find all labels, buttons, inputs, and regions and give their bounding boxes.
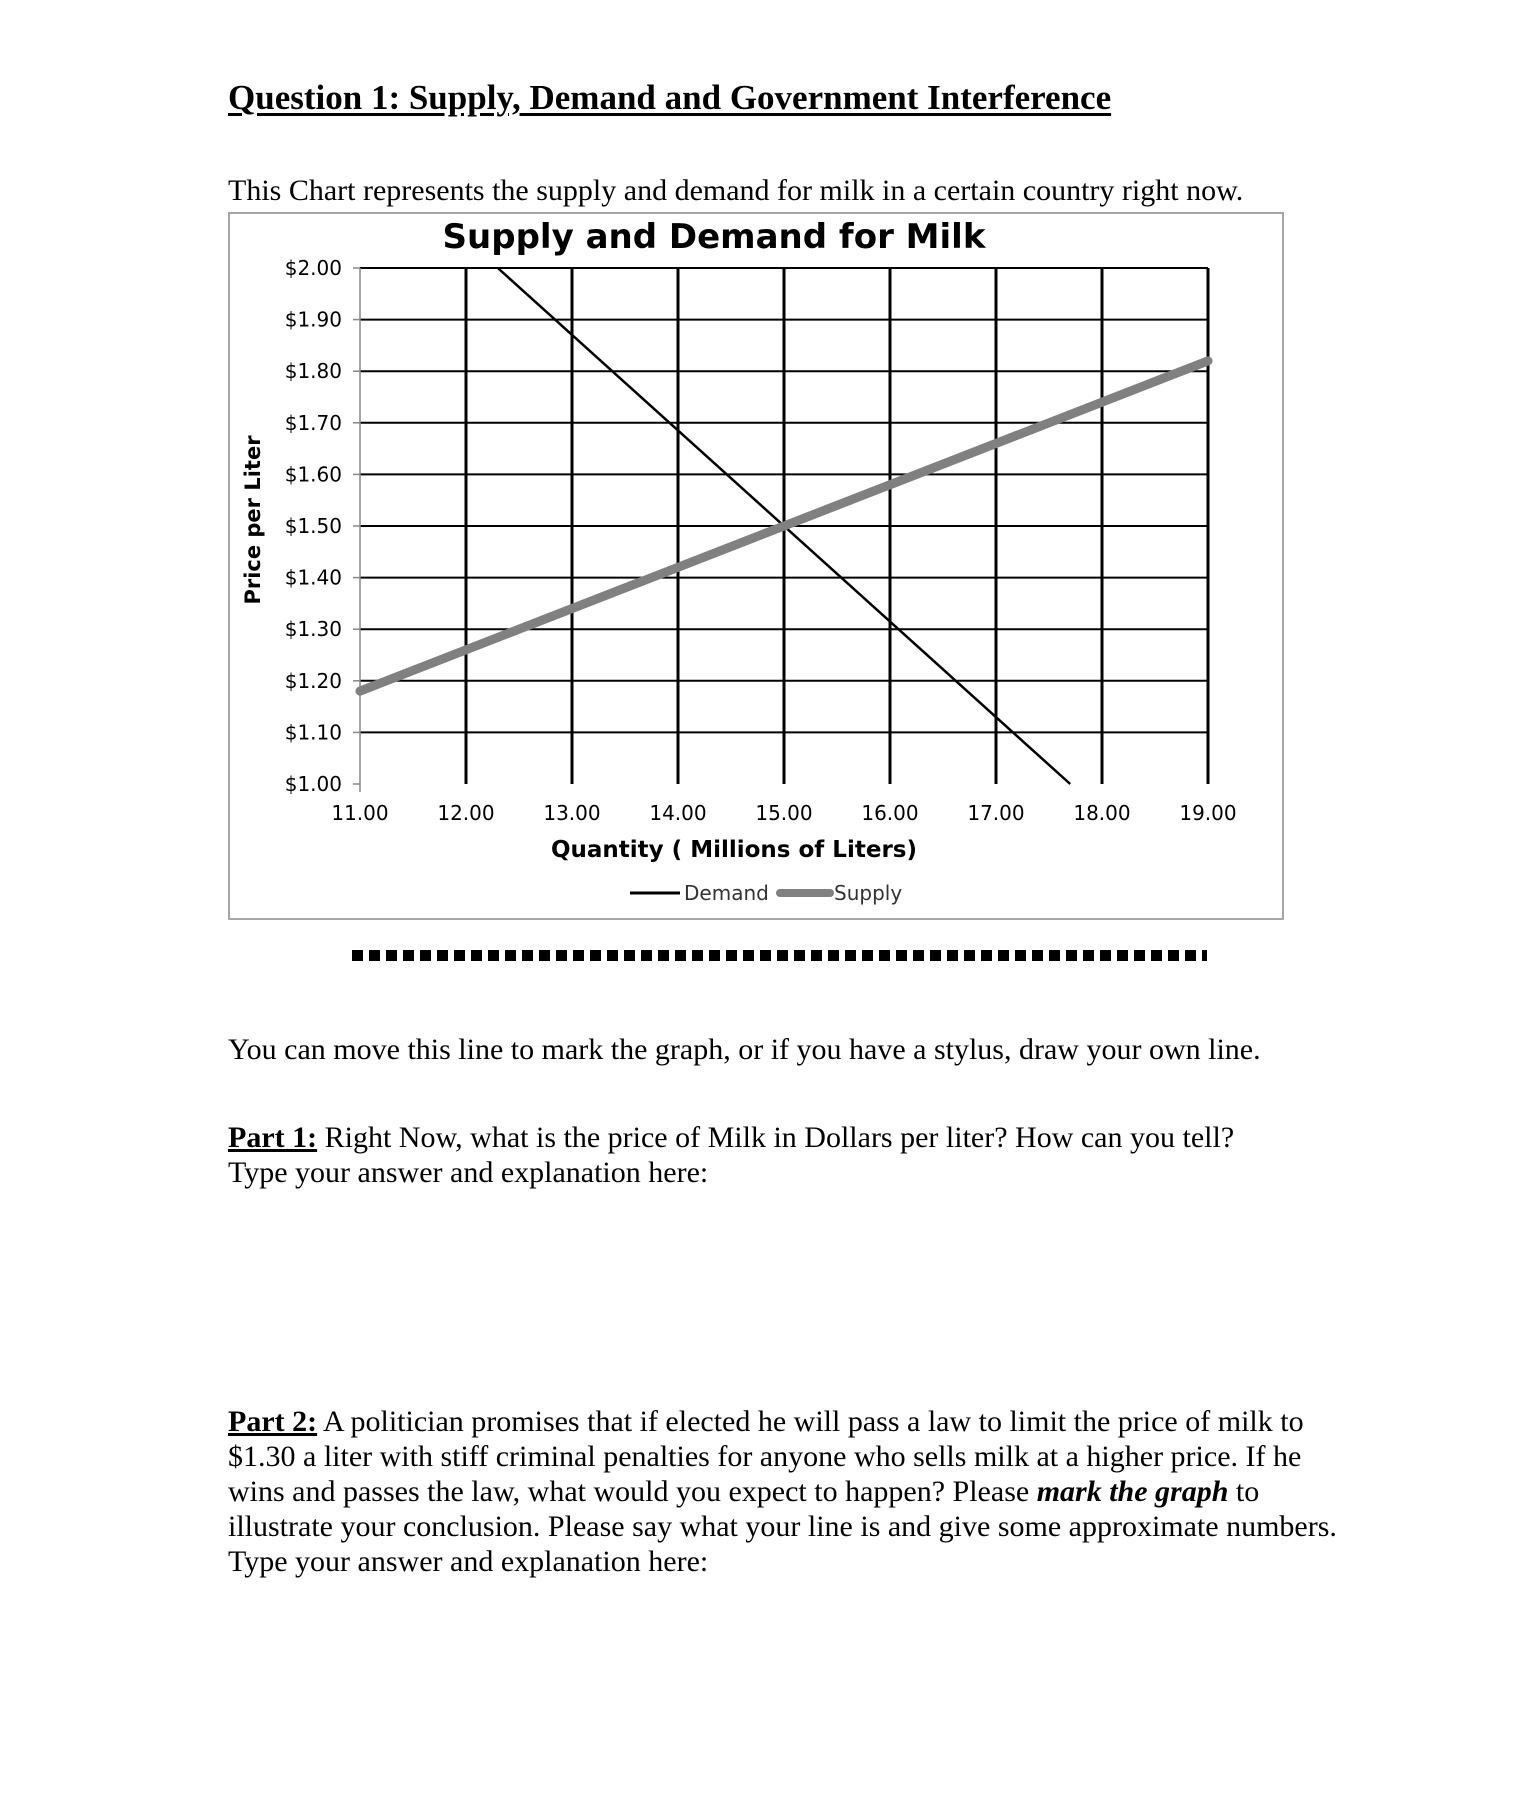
x-tick-label: 14.00 [649, 801, 707, 825]
x-tick-label: 12.00 [437, 801, 495, 825]
part2-question [228, 1404, 1338, 1579]
y-tick-label: $1.10 [284, 720, 342, 745]
x-tick-label: 13.00 [543, 801, 601, 825]
part1-label: Part 1: [228, 1121, 318, 1154]
x-tick-label: 11.00 [331, 801, 389, 825]
y-tick-label: $1.30 [284, 617, 342, 642]
y-axis-label: Price per Liter [241, 435, 265, 605]
y-tick-label: $1.50 [284, 514, 342, 538]
supply-demand-chart [228, 212, 1284, 920]
chart-title: Supply and Demand for Milk [442, 217, 986, 257]
y-tick-label: $1.20 [284, 668, 342, 693]
part1-answer-prompt[interactable]: Type your answer and explanation here: [228, 1156, 709, 1189]
x-tick-label: 19.00 [1179, 801, 1237, 825]
x-tick-label: 17.00 [967, 801, 1025, 825]
y-tick-label: $1.80 [284, 359, 342, 384]
part2-text-after: to illustrate your conclusion. Please say what your line is and give some approximate numbers. [228, 1475, 1337, 1543]
y-tick-label: $1.60 [284, 462, 342, 487]
part1-question-text: Right Now, what is the price of Milk in Dollars per liter? How can you tell? [317, 1121, 1235, 1154]
part1-question [228, 1120, 1338, 1190]
intro-text: This Chart represents the supply and demand for milk in a certain country right now. [228, 174, 1244, 207]
x-tick-label: 18.00 [1073, 801, 1131, 825]
question-title: Question 1: Supply, Demand and Government Interference [228, 78, 1112, 117]
move-line-instruction: You can move this line to mark the graph, or if you have a stylus, draw your own line. [228, 1033, 1261, 1066]
movable-marker-line[interactable] [352, 950, 1207, 961]
part2-answer-prompt[interactable]: Type your answer and explanation here: [228, 1545, 709, 1578]
part2-emphasis: mark the graph [1036, 1475, 1229, 1508]
y-tick-label: $2.00 [284, 256, 342, 280]
chart-svg [230, 214, 1282, 918]
part2-text-before: A politician promises that if elected he will pass a law to limit the price of milk to $1.30 a liter with stiff criminal penalties for anyone who sells milk at a higher price. If he wins and passes the law, what would you expect to happen? Please [228, 1405, 1304, 1508]
part2-label: Part 2: [228, 1405, 318, 1438]
x-tick-label: 16.00 [861, 801, 919, 825]
x-axis-label: Quantity ( Millions of Liters) [550, 837, 918, 863]
legend-label-supply: Supply [834, 881, 903, 905]
y-tick-label: $1.00 [284, 772, 342, 796]
y-tick-label: $1.40 [284, 565, 342, 590]
y-tick-label: $1.90 [284, 307, 342, 332]
y-tick-label: $1.70 [284, 410, 342, 435]
chart-legend [630, 881, 902, 905]
legend-label-demand: Demand [684, 881, 769, 905]
x-tick-label: 15.00 [755, 801, 813, 825]
